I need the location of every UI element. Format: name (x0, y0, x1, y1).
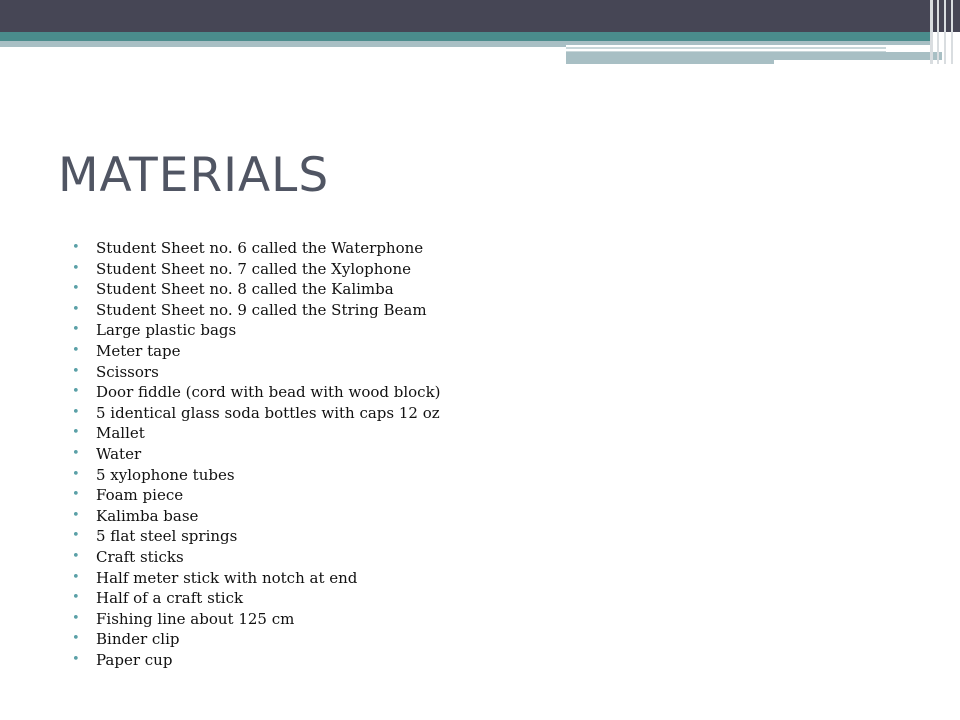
header-vertical-line (937, 0, 939, 64)
list-item-text: Scissors (96, 362, 159, 381)
list-item-text: Half meter stick with notch at end (96, 568, 358, 587)
list-item (72, 526, 441, 547)
bullet-icon: • (72, 363, 80, 379)
list-item-text: Large plastic bags (96, 321, 237, 340)
bullet-icon: • (72, 342, 80, 358)
materials-list (72, 238, 441, 670)
bullet-icon: • (72, 240, 80, 255)
bullet-icon: • (72, 384, 80, 400)
list-item-text: Binder clip (96, 630, 180, 649)
header-dark-band (0, 0, 960, 32)
header-grey-band-right (566, 41, 930, 45)
list-item (72, 279, 441, 300)
list-item (72, 650, 441, 671)
list-item-text: 5 identical glass soda bottles with caps 12 oz (96, 403, 440, 422)
list-item-text: Fishing line about 125 cm (96, 609, 295, 628)
bullet-icon: • (72, 301, 80, 317)
bullet-icon: • (72, 528, 80, 544)
header-teal-band (0, 32, 930, 41)
list-item (72, 382, 441, 403)
list-item (72, 629, 441, 650)
list-item (72, 485, 441, 506)
header-vertical-line (930, 0, 933, 64)
list-item-text: Meter tape (96, 341, 181, 360)
list-item (72, 444, 441, 465)
list-item-text: Water (96, 444, 142, 463)
bullet-icon: • (72, 425, 80, 441)
list-item (72, 588, 441, 609)
list-item (72, 568, 441, 589)
list-item-text: Mallet (96, 424, 145, 443)
bullet-icon: • (72, 610, 80, 626)
list-item-text: Half of a craft stick (96, 589, 244, 608)
bullet-icon: • (72, 651, 80, 667)
bullet-icon: • (72, 631, 80, 647)
list-item (72, 300, 441, 321)
header-white-line (566, 49, 886, 51)
list-item-text: Foam piece (96, 486, 184, 505)
bullet-icon: • (72, 569, 80, 585)
list-item-text: Kalimba base (96, 506, 199, 525)
bullet-icon: • (72, 445, 80, 461)
list-item (72, 506, 441, 527)
list-item (72, 465, 441, 486)
bullet-icon: • (72, 548, 80, 564)
list-item-text: Door fiddle (cord with bead with wood block) (96, 383, 441, 402)
list-item (72, 362, 441, 383)
list-item-text: Student Sheet no. 7 called the Xylophone (96, 259, 411, 278)
bullet-icon: • (72, 260, 80, 276)
list-item-text: 5 xylophone tubes (96, 465, 235, 484)
header-vertical-line (951, 0, 953, 64)
list-item (72, 341, 441, 362)
list-item (72, 403, 441, 424)
bullet-icon: • (72, 590, 80, 606)
list-item (72, 547, 441, 568)
header-vertical-line (944, 0, 946, 64)
header-grey-band (0, 41, 566, 47)
slide-title: MATERIALS (58, 148, 330, 203)
list-item (72, 320, 441, 341)
bullet-icon: • (72, 281, 80, 297)
list-item-text: 5 flat steel springs (96, 527, 238, 546)
bullet-icon: • (72, 507, 80, 523)
bullet-icon: • (72, 466, 80, 482)
bullet-icon: • (72, 322, 80, 338)
bullet-icon: • (72, 404, 80, 420)
list-item-text: Student Sheet no. 9 called the String Beam (96, 300, 427, 319)
list-item (72, 609, 441, 630)
list-item (72, 259, 441, 280)
list-item-text: Paper cup (96, 650, 173, 669)
list-item-text: Craft sticks (96, 547, 184, 566)
list-item-text: Student Sheet no. 6 called the Waterphone (96, 239, 424, 257)
header-white-notch (774, 60, 942, 64)
bullet-icon: • (72, 487, 80, 503)
list-item-text: Student Sheet no. 8 called the Kalimba (96, 280, 394, 299)
list-item (72, 238, 441, 259)
list-item (72, 423, 441, 444)
